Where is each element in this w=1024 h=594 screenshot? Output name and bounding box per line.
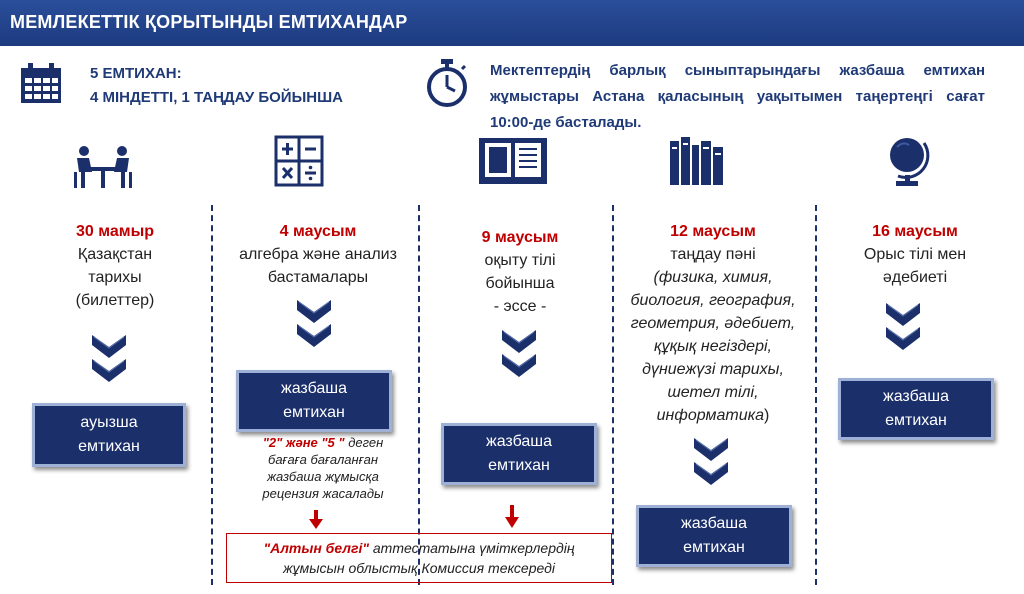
chevron-down-icon [886,303,920,351]
exam-type-line: жазбаша [485,433,552,450]
elective-line: геометрия, әдебиет, [630,315,796,332]
commission-line [227,538,611,558]
stopwatch-icon [424,58,470,108]
people-at-table-icon [72,145,134,190]
subject-line: оқыту тілі [484,252,556,269]
subject-line: Қазақстан [77,246,153,263]
exam-summary-line2: 4 МІНДЕТТІ, 1 ТАҢДАУ БОЙЫНША [90,89,344,106]
elective-line-last [618,404,808,427]
elective-line: құқық негіздері, [654,338,772,355]
subject-line: - эссе - [493,298,547,315]
exam-time-note: Мектептердің барлық сыныптарындағы жазбаша емтихан жұмыстары Астана қаласының уақытымен таңертеңгі сағат 10:00-де басталады. [490,62,985,131]
review-line [248,434,398,451]
exam-type-line: емтихан [885,412,947,429]
exam-summary-line1: 5 ЕМТИХАН: [90,65,182,82]
elective-last-subject: информатика [656,407,765,424]
exam-date: 30 мамыр [75,223,155,240]
exam-type-line: жазбаша [680,515,747,532]
grade-values: "2" және "5 " [262,435,345,450]
exam-column-4 [618,220,808,427]
review-line: бағаға бағаланған [268,452,378,467]
exam-type-box [838,378,994,440]
commission-text: аттестатына үміткерлердің [369,540,575,556]
exam-date: 16 маусым [872,223,958,240]
exam-date: 4 маусым [279,223,357,240]
chevron-down-icon [694,438,728,486]
exam-type-line: емтихан [488,457,550,474]
exam-type-box [32,403,186,467]
exam-type-box [636,505,792,567]
books-icon [668,135,726,187]
arrow-down-icon [505,505,519,529]
chevron-down-icon [502,330,536,378]
exam-type-line: емтихан [283,404,345,421]
column-divider [815,205,817,585]
elective-line: биология, география, [630,292,796,309]
exam-type-line: емтихан [683,539,745,556]
exam-type-line: жазбаша [882,388,949,405]
exam-column-1 [30,220,200,312]
column-divider [612,205,614,585]
review-line: жазбаша жұмысқа [267,469,379,484]
page-title: МЕМЛЕКЕТТІК ҚОРЫТЫНДЫ ЕМТИХАНДАР [10,12,408,32]
subject-line: бойынша [485,275,555,292]
exam-type-line: ауызша [80,414,138,431]
review-note [248,434,398,502]
subject-line: алгебра және анализ [239,246,397,263]
exam-type-box [236,370,392,432]
subject-line: Орыс тілі мен [863,246,967,263]
header-bar [0,0,1024,46]
exam-column-3 [435,226,605,318]
open-book-icon [477,136,549,186]
subject-line: бастамалары [267,269,369,286]
subject-line: таңдау пәні [670,246,756,263]
commission-line: жұмысын облыстық Комиссия тексереді [283,560,555,576]
exam-type-box [441,423,597,485]
subject-line: (билеттер) [75,292,155,309]
column-divider [418,205,420,585]
exam-column-5 [825,220,1005,289]
exam-date: 12 маусым [670,223,756,240]
chevron-down-icon [297,300,331,348]
calendar-icon [20,62,62,104]
review-text: деген [348,435,384,450]
chevron-down-icon [92,335,126,383]
elective-close-paren: ) [764,407,770,424]
exam-type-line: емтихан [78,438,140,455]
subject-line: әдебиеті [882,269,948,286]
globe-icon [884,133,934,189]
subject-line: тарихы [88,269,142,286]
calculator-icon [274,135,324,187]
elective-line: дүниежүзі тарихы, [642,361,784,378]
exam-date: 9 маусым [481,229,559,246]
exam-type-line: жазбаша [280,380,347,397]
arrow-down-icon [309,510,323,530]
column-divider [211,205,213,585]
golden-sign: "Алтын белгі" [263,540,369,556]
elective-line: шетел тілі, [667,384,759,401]
commission-note [226,533,612,583]
review-line: рецензия жасалады [262,486,384,501]
exam-column-2 [228,220,408,289]
elective-line: (физика, химия, [653,269,773,286]
exam-summary [90,62,343,110]
